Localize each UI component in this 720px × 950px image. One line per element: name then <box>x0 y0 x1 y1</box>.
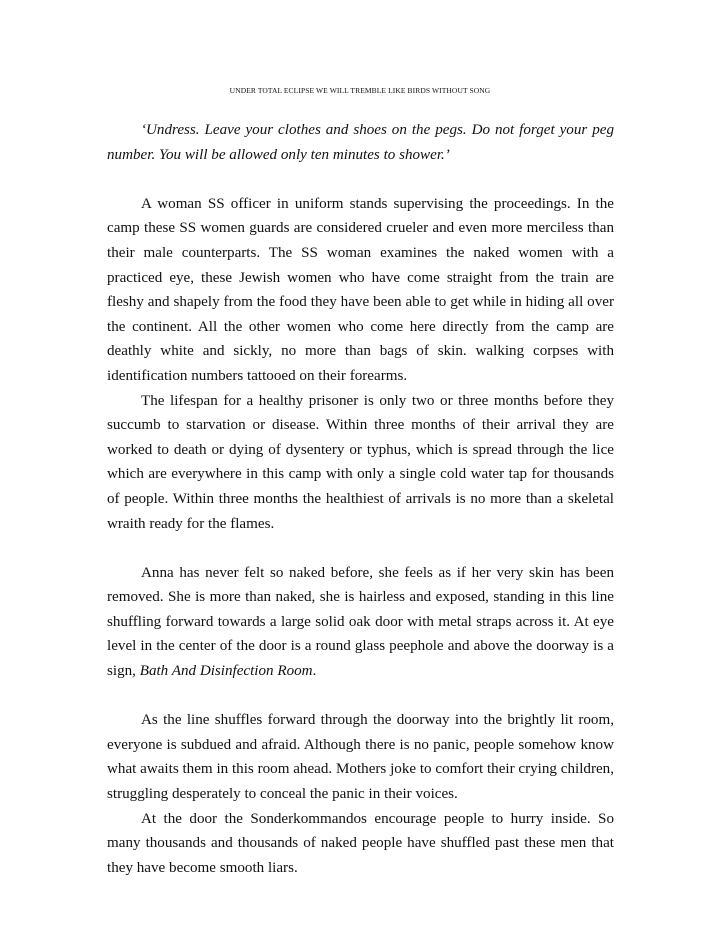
paragraph-dialogue: ‘Undress. Leave your clothes and shoes on the pegs. Do not forget your peg number. You will be allowed only ten minutes to shower.’ <box>107 122 614 163</box>
running-header: UNDER TOTAL ECLIPSE WE WILL TREMBLE LIKE BIRDS WITHOUT SONG <box>229 86 491 95</box>
paragraph-anna-end: . <box>312 663 317 680</box>
paragraph-ss-officer: A woman SS officer in uniform stands supervising the proceedings. In the camp these SS women guards are considered crueler and even more merciless than their male counterparts. The SS woman examines the naked women with a practiced eye, these Jewish women who have come straight from the train are fleshy and shapely from the food they have been able to get while in hiding all over the continent. All the other women who come here directly from the camp are deathly white and sickly, no more than bags of skin. walking corpses with identification numbers tattooed on their forearms. <box>107 195 614 384</box>
paragraph-sonderkommandos: At the door the Sonderkommandos encourage people to hurry inside. So many thousands and thousands of naked people have shuffled past these men that they have become smooth liars. <box>107 810 614 876</box>
paragraph-anna <box>107 561 614 684</box>
paragraph-line-shuffles: As the line shuffles forward through the doorway into the brightly lit room, everyone is subdued and afraid. Although there is no panic, people somehow know what awaits them in this room ahead. Mothers joke to comfort their crying children, struggling desperately to conceal the panic in their voices. <box>107 712 614 803</box>
paragraph-spacer <box>107 684 614 709</box>
paragraph-spacer <box>107 536 614 561</box>
paragraph-anna-text: Anna has never felt so naked before, she feels as if her very skin has been removed. She is more than naked, she is hairless and exposed, standing in this line shuffling forward towards a large solid oak door with metal straps across it. At eye level in the center of the door is a round glass peephole and above the doorway is a sign, <box>107 564 614 680</box>
sign-text: Bath And Disinfection Room <box>139 663 313 680</box>
body-text <box>107 118 614 880</box>
paragraph-spacer <box>107 167 614 192</box>
paragraph-lifespan: The lifespan for a healthy prisoner is only two or three months before they succumb to starvation or disease. Within three months of their arrival they are worked to death or dying of dysentery or typhus, which is spread through the lice which are everywhere in this camp with only a single cold water tap for thousands of people. Within three months the healthiest of arrivals is no more than a skeletal wraith ready for the flames. <box>107 392 614 532</box>
